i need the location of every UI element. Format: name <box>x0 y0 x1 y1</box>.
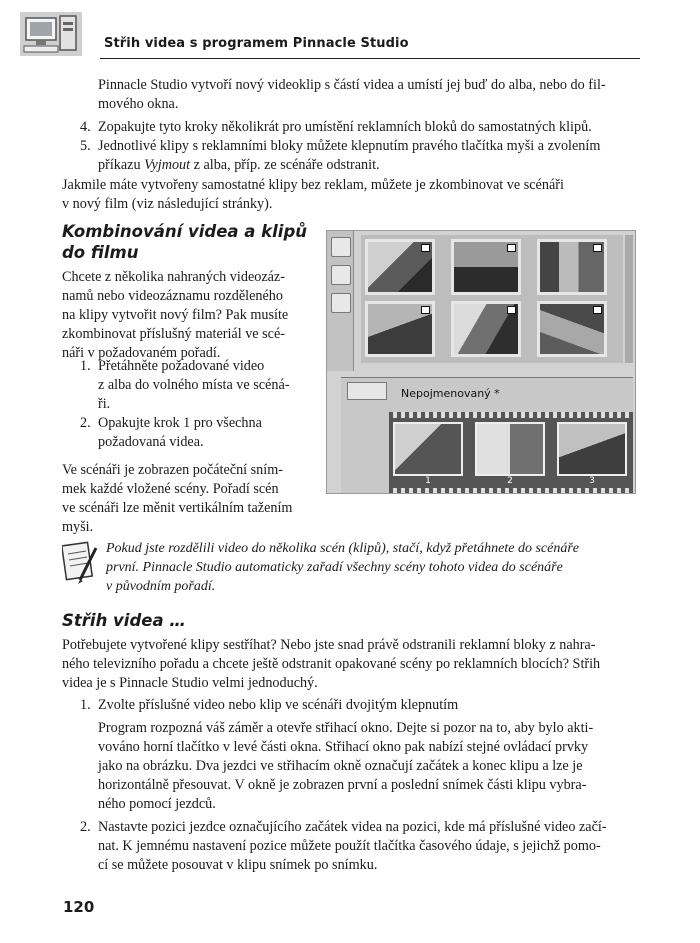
album-scrollbar[interactable] <box>625 235 633 363</box>
section-heading: Střih videa … <box>62 611 186 630</box>
body-line: Chcete z několika nahraných videozáz- <box>62 269 285 285</box>
storyboard-panel <box>341 377 633 494</box>
note-line: v původním pořadí. <box>106 579 216 594</box>
checkmark-icon <box>421 306 430 314</box>
film-perforation <box>389 412 633 418</box>
list-item-5-line-1: Jednotlivé klipy s reklamními bloky můžete klepnutím pravého tlačítka myši a zvolením <box>98 138 601 154</box>
album-thumbnail[interactable] <box>365 239 435 295</box>
step-line: nat. K jemnému nastavení pozice můžete použít tlačítka časového údaje, s jejichž pomo- <box>98 838 601 854</box>
checkmark-icon <box>593 306 602 314</box>
checkmark-icon <box>507 244 516 252</box>
list-number: 1. <box>80 697 91 713</box>
storyboard-tab[interactable] <box>347 382 387 400</box>
paragraph-line-2: v nový film (viz následující stránky). <box>62 196 273 212</box>
clip-number: 1 <box>425 476 431 486</box>
film-strip <box>389 412 633 494</box>
body-line: videa je s Pinnacle Studio velmi jednoduchý. <box>62 675 318 691</box>
storyboard-clip[interactable] <box>475 422 545 476</box>
list-item-5-line-2: příkazu Vyjmout z alba, příp. ze scénáře odstranit. <box>98 157 380 173</box>
header-rule <box>100 58 640 59</box>
step-line: Přetáhněte požadované video <box>98 358 265 374</box>
step-line: požadovaná videa. <box>98 434 204 450</box>
list-item-4: Zopakujte tyto kroky několikrát pro umístění reklamních bloků do samostatných klipů. <box>98 119 592 135</box>
command-name: Vyjmout <box>144 157 191 173</box>
body-line: na klipy vytvořit nový film? Pak musíte <box>62 307 289 323</box>
running-header-title: Střih videa s programem Pinnacle Studio <box>104 36 409 51</box>
clip-number: 2 <box>507 476 513 486</box>
list-number: 5. <box>80 138 91 154</box>
film-perforation <box>389 488 633 494</box>
body-line: ného televizního pořadu a chcete ještě odstranit opakované scény po reklamních blocích? Střih <box>62 656 601 672</box>
notepad-pencil-icon <box>62 540 98 584</box>
video-tab-icon[interactable] <box>331 237 351 257</box>
movie-title: Nepojmenovaný * <box>401 387 500 400</box>
title-tab-icon[interactable] <box>331 293 351 313</box>
step-line: ři. <box>98 396 111 412</box>
album-thumbnail[interactable] <box>451 239 521 295</box>
step-line: cí se můžete posouvat v klipu snímek po snímku. <box>98 857 378 873</box>
body-line: myši. <box>62 519 94 535</box>
checkmark-icon <box>421 244 430 252</box>
section-heading: Kombinování videa a klipů <box>62 222 308 241</box>
album-thumbnail[interactable] <box>537 239 607 295</box>
body-line: zkombinovat příslušný materiál ve scé- <box>62 326 285 342</box>
list-number: 2. <box>80 819 91 835</box>
storyboard-clip[interactable] <box>557 422 627 476</box>
album-thumbnail[interactable] <box>537 301 607 357</box>
sound-tab-icon[interactable] <box>331 265 351 285</box>
pinnacle-studio-screenshot <box>326 230 636 494</box>
body-line: Potřebujete vytvořené klipy sestříhat? Nebo jste snad právě odstranili reklamní bloky z nahra- <box>62 637 596 653</box>
intro-line-2: mového okna. <box>98 96 179 112</box>
note-line: Pokud jste rozdělili video do několika scén (klipů), stačí, když přetáhnete do scénáře <box>106 541 580 556</box>
body-line: namů nebo videozáznamu rozděleného <box>62 288 283 304</box>
album-panel <box>361 235 623 363</box>
step-line: Opakujte krok 1 pro všechna <box>98 415 262 431</box>
page-number: 120 <box>63 898 95 916</box>
step-line: horizontálně přesouvat. V okně je zobrazen první a poslední snímek části klipu vybra- <box>98 777 587 793</box>
body-line: Ve scénáři je zobrazen počáteční sním- <box>62 462 283 478</box>
section-heading: do filmu <box>62 243 139 262</box>
step-line: Program rozpozná váš záměr a otevře střihací okno. Dejte si pozor na to, aby bylo akti- <box>98 720 594 736</box>
step-line: Nastavte pozici jezdce označujícího začátek videa na pozici, kde má příslušné video začí- <box>98 819 607 835</box>
intro-line-1: Pinnacle Studio vytvoří nový videoklip s částí videa a umístí jej buď do alba, nebo do fil- <box>98 77 606 93</box>
list-number: 4. <box>80 119 91 135</box>
album-thumbnail[interactable] <box>365 301 435 357</box>
album-side-tabs <box>327 231 354 371</box>
computer-monitor-icon <box>20 12 82 56</box>
step-line: jako na obrázku. Dva jezdci ve střihacím okně označují začátek a konec klipu a lze je <box>98 758 583 774</box>
clip-number: 3 <box>589 476 595 486</box>
step-line: ného pomocí jezdců. <box>98 796 216 812</box>
body-line: ve scénáři lze měnit vertikálním tažením <box>62 500 293 516</box>
step-line: z alba do volného místa ve scéná- <box>98 377 290 393</box>
note-line: první. Pinnacle Studio automaticky zařadí všechny scény tohoto videa do scénáře <box>106 560 563 575</box>
paragraph-line-1: Jakmile máte vytvořeny samostatné klipy bez reklam, můžete je zkombinovat ve scénáři <box>62 177 564 193</box>
step-line: vováno horní tlačítko v levé části okna. Střihací okno pak nabízí stejné ovládací prvky <box>98 739 589 755</box>
album-thumbnail[interactable] <box>451 301 521 357</box>
checkmark-icon <box>507 306 516 314</box>
body-line: náři v požadovaném pořadí. <box>62 345 221 361</box>
storyboard-clip[interactable] <box>393 422 463 476</box>
body-line: mek každé vložené scény. Pořadí scén <box>62 481 279 497</box>
step-title: Zvolte příslušné video nebo klip ve scénáři dvojitým klepnutím <box>98 697 459 713</box>
list-number: 2. <box>80 415 91 431</box>
list-number: 1. <box>80 358 91 374</box>
checkmark-icon <box>593 244 602 252</box>
